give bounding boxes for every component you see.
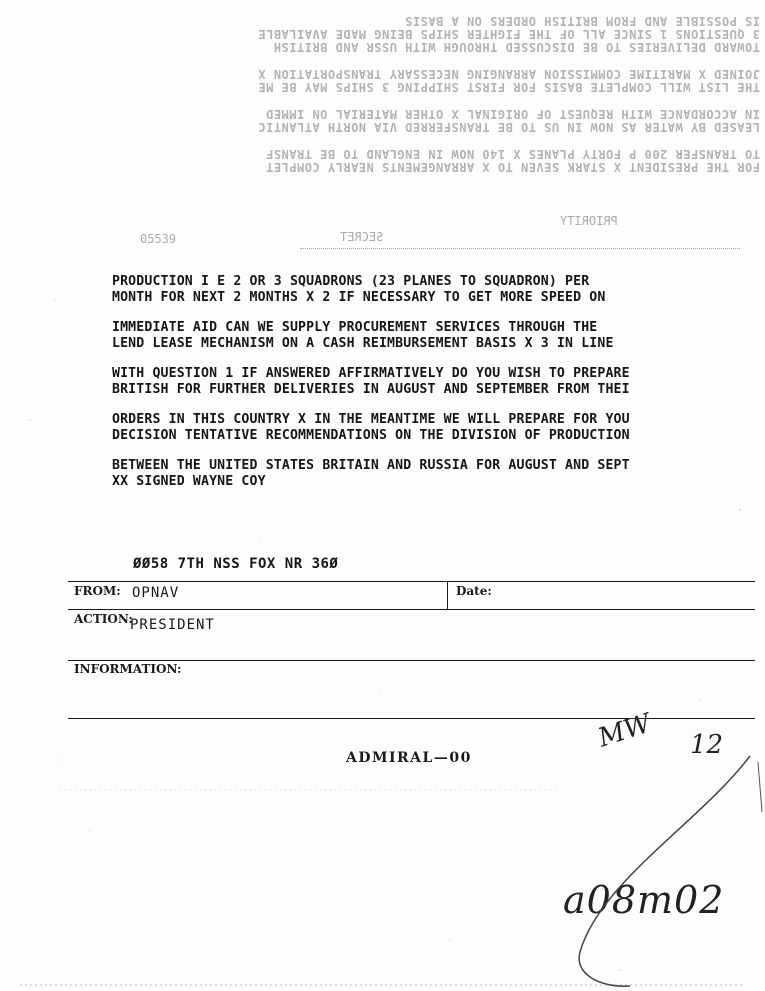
message-body bbox=[112, 274, 762, 504]
handwritten-curve-mark bbox=[540, 752, 765, 991]
form-rule-action bbox=[68, 660, 755, 661]
bleed-number: 05539 bbox=[140, 232, 177, 246]
bleed-line: JOINED X MARITIME COMMISSION ARRANGING NECESSARY TRANSPORTATION X bbox=[257, 67, 760, 81]
bleed-line: IS POSSIBLE AND FROM BRITISH ORDERS ON A BASIS bbox=[404, 14, 760, 28]
message-line: MONTH FOR NEXT 2 MONTHS X 2 IF NECESSARY TO GET MORE SPEED ON bbox=[112, 290, 606, 305]
message-line: WITH QUESTION 1 IF ANSWERED AFFIRMATIVELY DO YOU WISH TO PREPARE bbox=[112, 366, 630, 381]
information-label: INFORMATION: bbox=[74, 662, 182, 676]
from-label: FROM: bbox=[74, 584, 121, 598]
bleed-dotted-rule bbox=[300, 248, 740, 249]
bleed-through-text bbox=[70, 0, 760, 173]
footer-code: ADMIRAL—00 bbox=[346, 750, 472, 766]
bleed-line: IN ACCORDANCE WITH REQUEST OF ORIGINAL X OTHER MATERIAL ON IMMED bbox=[265, 107, 760, 121]
message-paragraph bbox=[112, 458, 762, 490]
form-divider bbox=[447, 581, 448, 609]
bleed-line: TO TRANSFER 200 P FORTY PLANES X 140 NOW IN ENGLAND TO BE TRANSF bbox=[265, 147, 760, 161]
message-line: DECISION TENTATIVE RECOMMENDATIONS ON THE DIVISION OF PRODUCTION bbox=[112, 428, 630, 443]
action-label: ACTION: bbox=[74, 612, 133, 626]
message-paragraph bbox=[112, 412, 762, 444]
message-line: BETWEEN THE UNITED STATES BRITAIN AND RUSSIA FOR AUGUST AND SEPT bbox=[112, 458, 630, 473]
message-line: ORDERS IN THIS COUNTRY X IN THE MEANTIME WE WILL PREPARE FOR YOU bbox=[112, 412, 630, 427]
handwritten-reference: a08m02 bbox=[563, 878, 725, 922]
bleed-line: 3 QUESTIONS 1 SINCE ALL OF THE FIGHTER SHIPS BEING MADE AVAILABLE bbox=[257, 27, 760, 41]
form-rule-top bbox=[68, 581, 755, 582]
date-label: Date: bbox=[456, 584, 492, 598]
message-paragraph bbox=[112, 274, 762, 306]
bleed-line: THE LIST WILL COMPLETE BASIS FOR FIRST SHIPPING 3 SHIPS MAY BE ME bbox=[257, 80, 760, 94]
form-rule-information bbox=[68, 718, 755, 719]
from-value: OPNAV bbox=[132, 585, 180, 601]
handwritten-number: 12 bbox=[690, 730, 724, 760]
bleed-line: TOWARD DELIVERIES TO BE DISCUSSED THROUGH WITH USSR AND BRITISH bbox=[273, 40, 760, 54]
message-line: IMMEDIATE AID CAN WE SUPPLY PROCUREMENT SERVICES THROUGH THE bbox=[112, 320, 598, 335]
bleed-priority-stamp: PRIORITY bbox=[560, 214, 618, 228]
message-line: XX SIGNED WAYNE COY bbox=[112, 474, 266, 489]
message-line: PRODUCTION I E 2 OR 3 SQUADRONS (23 PLANES TO SQUADRON) PER bbox=[112, 274, 590, 289]
message-paragraph bbox=[112, 366, 762, 398]
form-rule-from bbox=[68, 609, 755, 610]
bleed-line: FOR THE PRESIDENT X STARK SEVEN TO X ARRANGEMENTS NEARLY COMPLET bbox=[265, 160, 760, 174]
routing-line: ØØ58 7TH NSS FOX NR 36Ø bbox=[133, 556, 339, 572]
handwritten-initials: MW bbox=[594, 708, 655, 754]
message-line: BRITISH FOR FURTHER DELIVERIES IN AUGUST AND SEPTEMBER FROM THEI bbox=[112, 382, 630, 397]
bleed-secret-stamp: SECRET bbox=[340, 230, 384, 244]
message-line: LEND LEASE MECHANISM ON A CASH REIMBURSEMENT BASIS X 3 IN LINE bbox=[112, 336, 614, 351]
action-value: PRESIDENT bbox=[130, 617, 215, 633]
bleed-line: LEASED BY WATER AS NOW IN US TO BE TRANSFERRED VIA NORTH ATLANTIC bbox=[257, 120, 760, 134]
message-paragraph bbox=[112, 320, 762, 352]
